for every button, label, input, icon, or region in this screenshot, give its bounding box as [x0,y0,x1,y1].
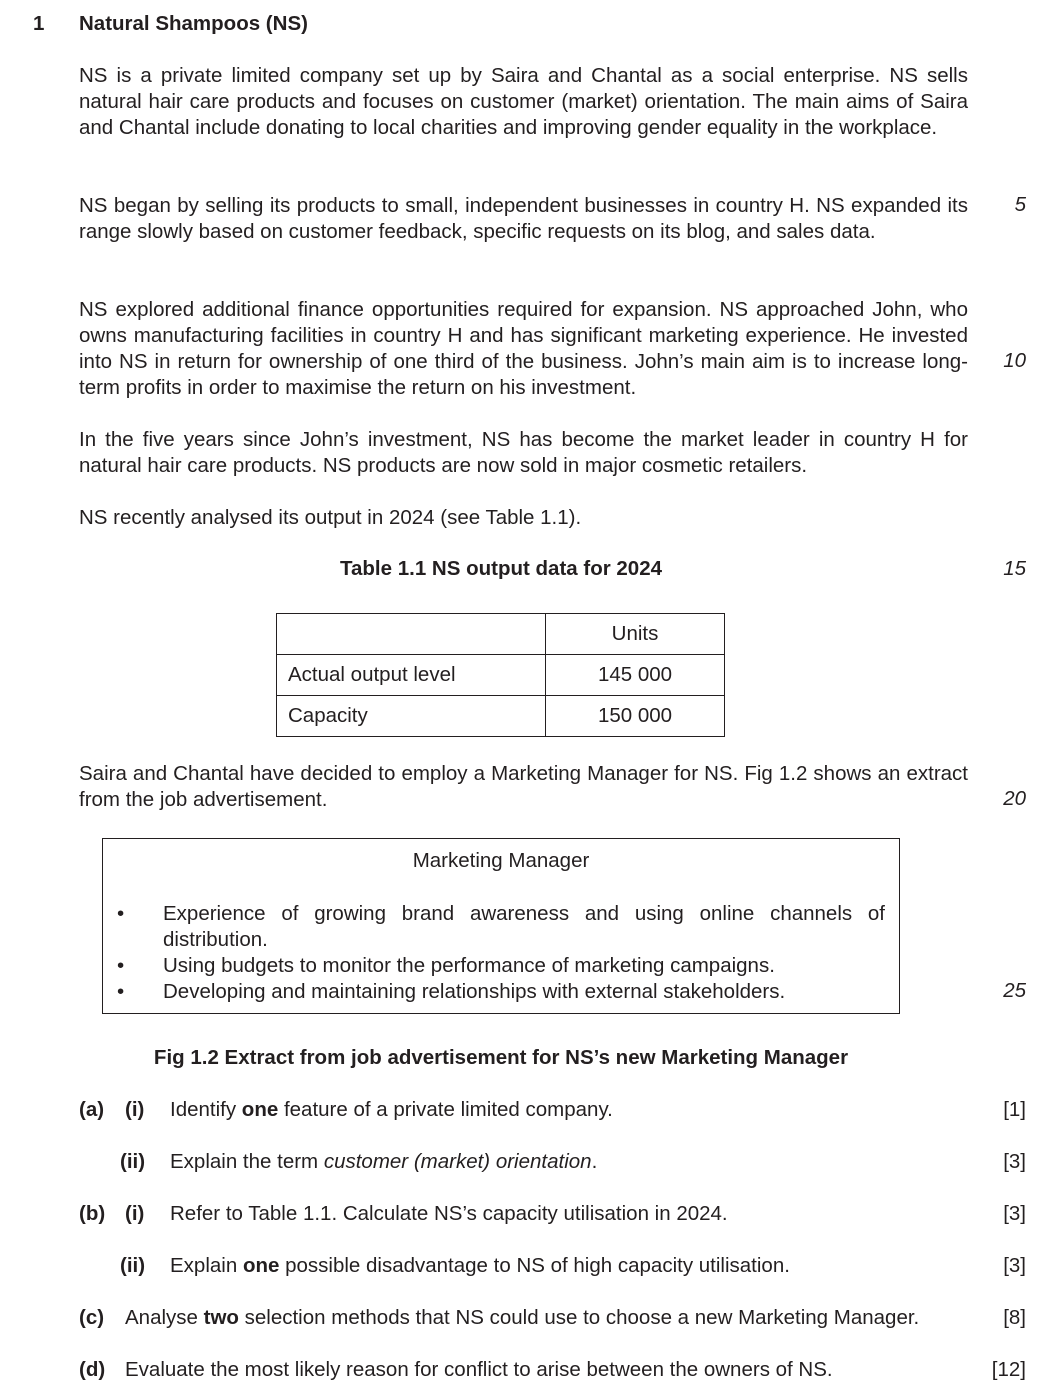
table-row [277,655,725,696]
paragraph-1: NS is a private limited company set up by Saira and Chantal as a social enterprise. NS sells natural hair care products and focuses on customer (market) orientation. The main aims of Saira and Chantal include donating to local charities and improving gender equality in the workplace. [79,64,968,139]
table-header-row [277,614,725,655]
table-header-cell: Units [546,614,725,655]
line-number-10: 10 [1003,349,1026,372]
question-b-ii-text: Explain one possible disadvantage to NS of high capacity utilisation. [170,1254,790,1277]
question-title: Natural Shampoos (NS) [79,12,308,35]
output-table [276,613,725,737]
table-cell: 145 000 [546,655,725,696]
paragraph-4: In the five years since John’s investment, NS has become the market leader in country H for natural hair care products. NS products are now sold in major cosmetic retailers. [79,428,968,477]
question-c-marks: [8] [1003,1306,1026,1329]
question-b-ii-label: (ii) [120,1254,146,1277]
table-cell: 150 000 [546,696,725,737]
table-header-cell [277,614,546,655]
question-a-i-marks: [1] [1003,1098,1026,1121]
job-advert-title: Marketing Manager [412,849,590,872]
line-number-5: 5 [1014,193,1026,216]
question-a-ii-label: (ii) [120,1150,146,1173]
bullet-icon: • [117,980,125,1003]
question-b-ii-marks: [3] [1003,1254,1026,1277]
job-advert-box [102,838,900,1014]
job-advert-bullet: Developing and maintaining relationships with external stakeholders. [163,980,786,1003]
table-row [277,696,725,737]
question-a-ii-marks: [3] [1003,1150,1026,1173]
paragraph-5: NS recently analysed its output in 2024 (see Table 1.1). [79,506,582,529]
job-advert-bullet: Using budgets to monitor the performance of marketing campaigns. [163,954,775,977]
question-b-i-marks: [3] [1003,1202,1026,1225]
question-c-label: (c) [79,1306,105,1329]
bullet-icon: • [117,902,125,925]
question-d-label: (d) [79,1358,106,1381]
job-advert-bullet: Experience of growing brand awareness and using online channels of distribution. [163,902,885,951]
question-b-i-text: Refer to Table 1.1. Calculate NS’s capacity utilisation in 2024. [170,1202,728,1225]
question-d-marks: [12] [991,1358,1026,1381]
question-a-label: (a) [79,1098,105,1121]
question-a-i-text: Identify one feature of a private limited company. [170,1098,613,1121]
question-d-text: Evaluate the most likely reason for conflict to arise between the owners of NS. [125,1358,833,1381]
paragraph-6: Saira and Chantal have decided to employ a Marketing Manager for NS. Fig 1.2 shows an extract from the job advertisement. [79,762,968,811]
line-number-20: 20 [1003,787,1026,810]
line-number-15: 15 [1003,557,1026,580]
paragraph-2: NS began by selling its products to small, independent businesses in country H. NS expanded its range slowly based on customer feedback, specific requests on its blog, and sales data. [79,194,968,243]
line-number-25: 25 [1003,979,1026,1002]
table-cell: Capacity [277,696,546,737]
question-number: 1 [33,12,45,35]
figure-caption: Fig 1.2 Extract from job advertisement for NS’s new Marketing Manager [153,1046,849,1069]
question-b-i-label: (i) [125,1202,145,1225]
question-a-ii-text: Explain the term customer (market) orientation. [170,1150,598,1173]
question-a-i-label: (i) [125,1098,145,1121]
question-c-text: Analyse two selection methods that NS could use to choose a new Marketing Manager. [125,1306,920,1329]
question-b-label: (b) [79,1202,106,1225]
table-caption: Table 1.1 NS output data for 2024 [340,557,662,580]
table-cell: Actual output level [277,655,546,696]
paragraph-3: NS explored additional finance opportunities required for expansion. NS approached John, who owns manufacturing facilities in country H and has significant marketing experience. He invested into NS in return for ownership of one third of the business. John’s main aim is to increase long-term profits in order to maximise the return on his investment. [79,298,968,399]
bullet-icon: • [117,954,125,977]
